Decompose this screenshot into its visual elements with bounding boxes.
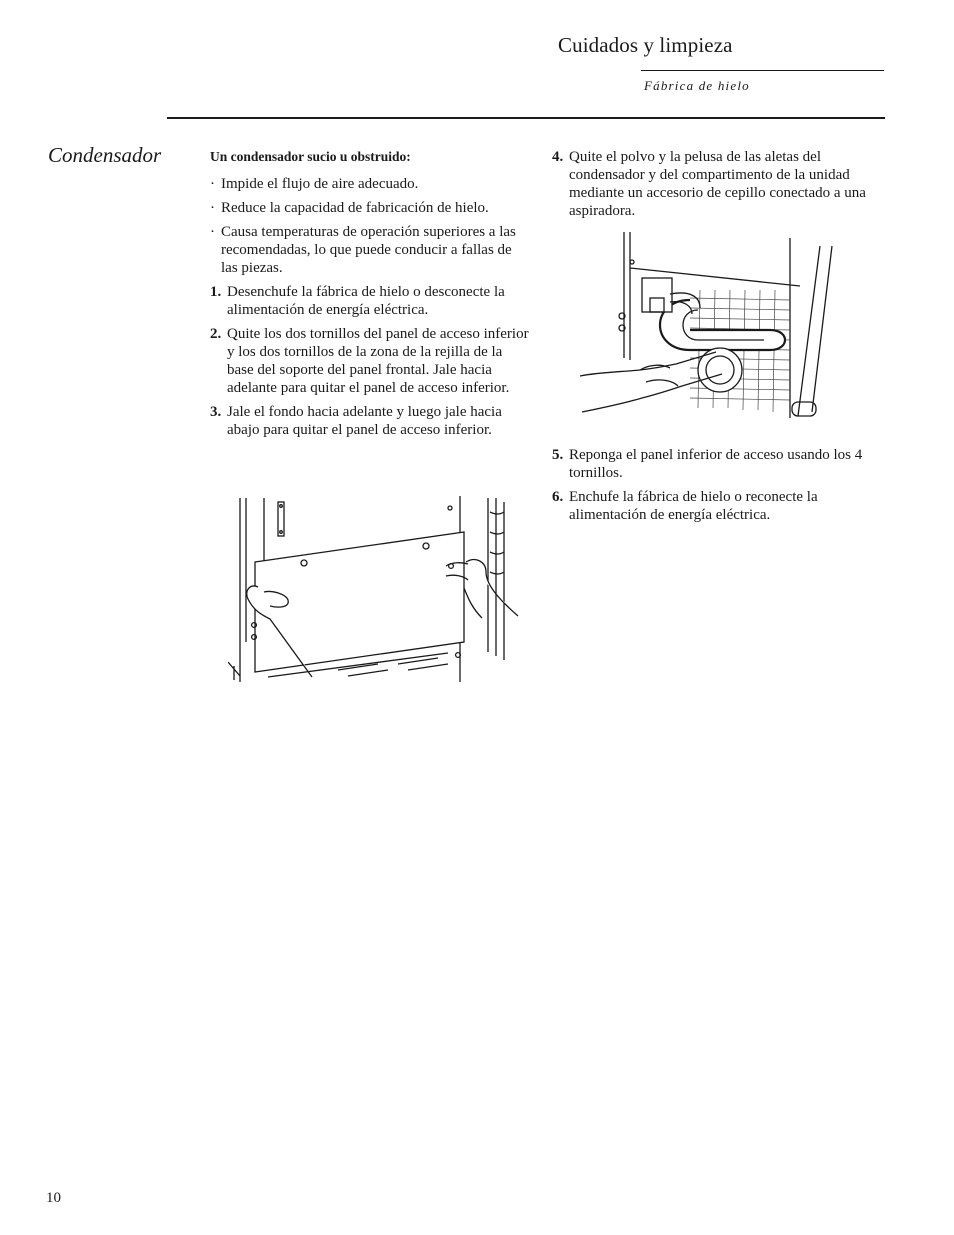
step-text: Quite los dos tornillos del panel de acceso inferior y los dos tornillos de la zona de la rejilla de la base del soporte del panel frontal. Jale hacia adelante para quitar el panel de acceso inferior. — [227, 326, 529, 396]
step-number: 5. — [552, 447, 564, 463]
bullet-item — [210, 223, 532, 277]
step-item — [210, 403, 532, 439]
step-item — [552, 488, 870, 524]
step-number: 1. — [210, 284, 222, 300]
step-text: Enchufe la fábrica de hielo o reconecte la alimentación de energía eléctrica. — [569, 489, 818, 523]
bullet-text: Impide el flujo de aire adecuado. — [221, 176, 419, 192]
bullet-mark: · — [210, 200, 215, 216]
left-column — [210, 148, 532, 445]
condenser-cleaning-illustration — [580, 228, 852, 424]
step-text: Jale el fondo hacia adelante y luego jale hacia abajo para quitar el panel de acceso inferior. — [227, 404, 502, 438]
page-header-subtitle: Fábrica de hielo — [644, 78, 750, 93]
step-number: 6. — [552, 489, 564, 505]
panel-removal-illustration — [228, 492, 524, 684]
step-item — [552, 446, 870, 482]
bullet-mark: · — [210, 224, 215, 240]
bullet-text: Reduce la capacidad de fabricación de hielo. — [221, 200, 489, 216]
bullet-item — [210, 199, 532, 217]
step-number: 3. — [210, 404, 222, 420]
step-number: 2. — [210, 326, 222, 342]
page-header-title: Cuidados y limpieza — [558, 33, 733, 57]
intro-text: Un condensador sucio u obstruido: — [210, 149, 411, 164]
step-item — [210, 325, 532, 397]
bullet-mark: · — [210, 176, 215, 192]
bullet-item — [210, 175, 532, 193]
header-divider — [641, 70, 884, 71]
step-item — [210, 283, 532, 319]
page-number: 10 — [46, 1190, 61, 1206]
step-text: Desenchufe la fábrica de hielo o desconecte la alimentación de energía eléctrica. — [227, 284, 505, 318]
section-divider — [167, 117, 885, 119]
step-text: Quite el polvo y la pelusa de las aletas del condensador y del compartimento de la unidad mediante un accesorio de cepillo conectado a una aspiradora. — [569, 149, 866, 219]
step-text: Reponga el panel inferior de acceso usando los 4 tornillos. — [569, 447, 863, 481]
step-item — [552, 148, 870, 220]
bullet-text: Causa temperaturas de operación superiores a las recomendadas, lo que puede conducir a fallas de las piezas. — [221, 224, 516, 276]
section-heading: Condensador — [48, 143, 162, 167]
step-number: 4. — [552, 149, 564, 165]
